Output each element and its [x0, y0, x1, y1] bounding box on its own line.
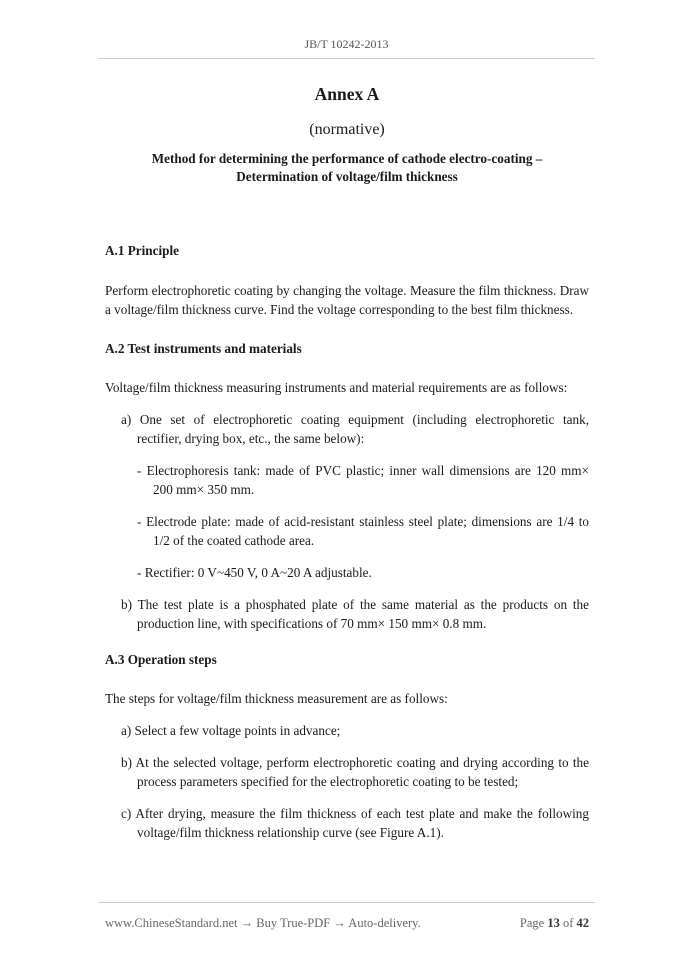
page-label: Page [519, 916, 545, 930]
section-a1-heading: A.1 Principle [105, 243, 179, 258]
annex-title: Annex A [314, 84, 380, 104]
section-a1-text: Perform electrophoretic coating by changing the voltage. Measure the film thickness. Draw a voltage/film thickness curve. Find the voltage corresponding to the best film thickness. [105, 283, 589, 317]
section-a2-heading: A.2 Test instruments and materials [105, 341, 302, 356]
section-a3-item-a: a) Select a few voltage points in advance; [121, 723, 341, 738]
section-a2-subitem-2: - Electrode plate: made of acid-resistant stainless steel plate; dimensions are 1/4 to 1/2 of the coated cathode area. [137, 514, 589, 548]
annex-subtitle: (normative) [309, 121, 385, 138]
header-divider [98, 58, 595, 59]
footer-divider [98, 902, 595, 903]
annex-description-line-2: Determination of voltage/film thickness [236, 169, 458, 184]
section-a3-intro: The steps for voltage/film thickness measurement are as follows: [105, 691, 448, 706]
section-a2-item-a: a) One set of electrophoretic coating equipment (including electrophoretic tank, rectifier, drying box, etc., the same below): [121, 412, 589, 446]
section-a3-item-c: c) After drying, measure the film thickness of each test plate and make the following voltage/film thickness relationship curve (see Figure A.1). [121, 806, 589, 840]
page-number [520, 916, 589, 931]
section-a2-item-b: b) The test plate is a phosphated plate of the same material as the products on the production line, with specifications of 70 mm× 150 mm× 0.8 mm. [121, 597, 589, 631]
footer-store-link[interactable]: www.ChineseStandard.net → Buy True-PDF → Auto-delivery. [105, 916, 421, 930]
section-a3-heading: A.3 Operation steps [105, 652, 217, 667]
page-current: 13 [547, 916, 560, 930]
page-content [105, 82, 589, 842]
page-total: 42 [576, 916, 589, 930]
section-a2-intro: Voltage/film thickness measuring instruments and material requirements are as follows: [105, 380, 568, 395]
section-a2-subitem-3: - Rectifier: 0 V~450 V, 0 A~20 A adjustable. [137, 565, 372, 580]
section-a2-subitem-1: - Electrophoresis tank: made of PVC plastic; inner wall dimensions are 120 mm× 200 mm× 350 mm. [137, 463, 589, 497]
annex-description-line-1: Method for determining the performance of cathode electro-coating – [151, 151, 543, 166]
section-a3-item-b: b) At the selected voltage, perform electrophoretic coating and drying according to the process parameters specified for the electrophoretic coating to be tested; [121, 755, 589, 789]
page-of-label: of [562, 916, 574, 930]
document-header: JB/T 10242-2013 [304, 37, 389, 51]
